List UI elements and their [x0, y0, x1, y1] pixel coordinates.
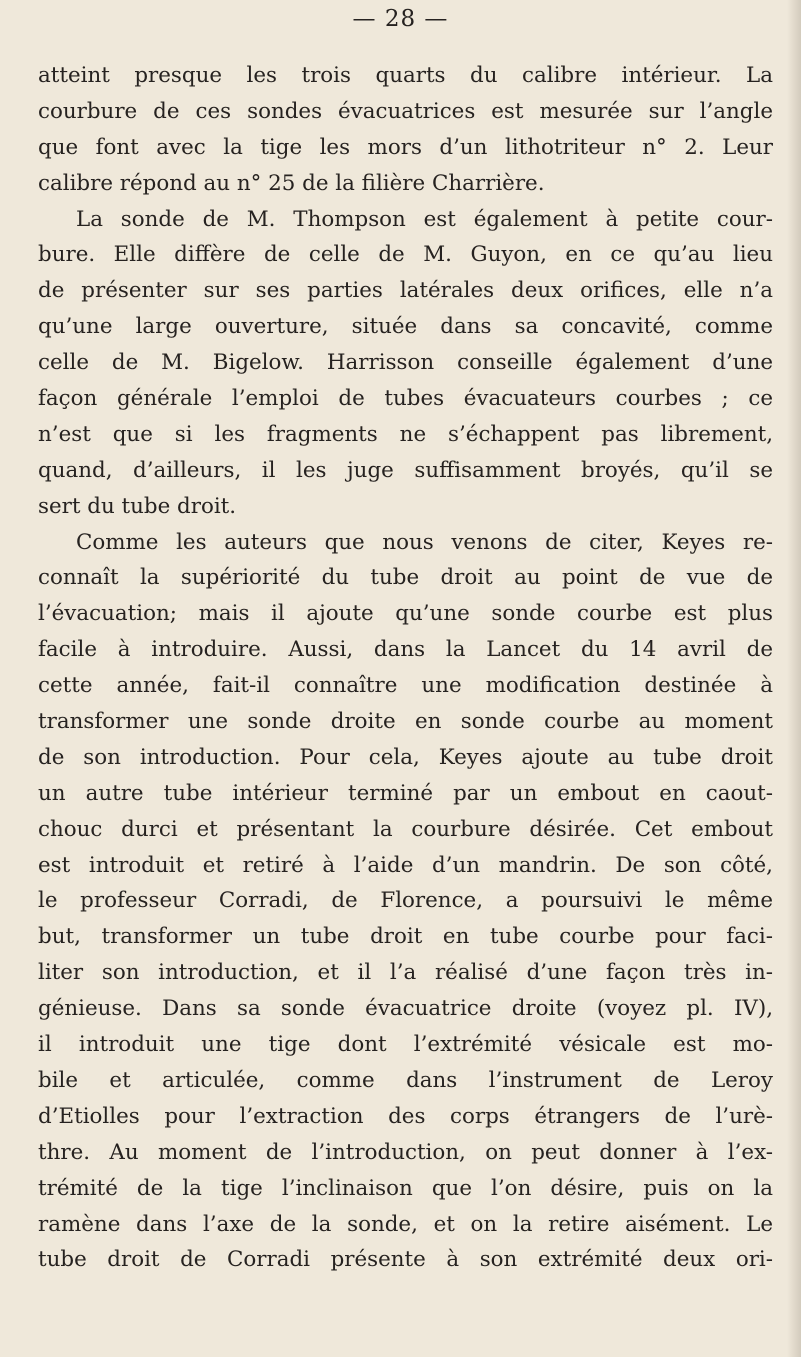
- text-line: d’Etiolles pour l’extraction des corps étrangers de l’urè-: [38, 1103, 773, 1129]
- text-line: celle de M. Bigelow. Harrisson conseille également d’une: [38, 350, 773, 376]
- text-line: de son introduction. Pour cela, Keyes ajoute au tube droit: [38, 744, 773, 770]
- text-line: transformer une sonde droite en sonde courbe au moment: [38, 709, 773, 735]
- text-line: connaît la supériorité du tube droit au point de vue de: [38, 565, 773, 591]
- text-line: que font avec la tige les mors d’un lithotriteur n° 2. Leur: [38, 134, 773, 160]
- text-line: sert du tube droit.: [38, 493, 237, 519]
- text-line: ramène dans l’axe de la sonde, et on la retire aisément. Le: [38, 1211, 773, 1237]
- text-line: bile et articulée, comme dans l’instrument de Leroy: [38, 1067, 773, 1093]
- text-line: trémité de la tige l’inclinaison que l’on désire, puis on la: [38, 1175, 773, 1201]
- text-line: chouc durci et présentant la courbure désirée. Cet embout: [38, 816, 773, 842]
- text-line: cette année, fait-il connaître une modification destinée à: [38, 673, 773, 699]
- text-line: bure. Elle diffère de celle de M. Guyon, en ce qu’au lieu: [38, 242, 773, 268]
- text-line: il introduit une tige dont l’extrémité vésicale est mo-: [38, 1032, 773, 1058]
- page-edge-shadow: [787, 0, 801, 1357]
- page-number: — 28 —: [352, 6, 449, 32]
- text-line: calibre répond au n° 25 de la filière Charrière.: [38, 170, 545, 196]
- text-line: qu’une large ouverture, située dans sa concavité, comme: [38, 314, 773, 340]
- text-line: atteint presque les trois quarts du calibre intérieur. La: [38, 63, 773, 88]
- text-line: but, transformer un tube droit en tube courbe pour faci-: [38, 924, 773, 950]
- text-line: façon générale l’emploi de tubes évacuateurs courbes ; ce: [38, 386, 773, 412]
- text-line: l’évacuation; mais il ajoute qu’une sonde courbe est plus: [38, 601, 773, 627]
- text-line: facile à introduire. Aussi, dans la Lancet du 14 avril de: [38, 637, 773, 663]
- text-line: courbure de ces sondes évacuatrices est mesurée sur l’angle: [38, 98, 773, 124]
- text-line: thre. Au moment de l’introduction, on peut donner à l’ex-: [38, 1139, 773, 1165]
- text-line: un autre tube intérieur terminé par un embout en caout-: [38, 780, 773, 806]
- text-line: tube droit de Corradi présente à son extrémité deux ori-: [38, 1247, 773, 1273]
- text-line: quand, d’ailleurs, il les juge suffisamment broyés, qu’il se: [38, 457, 773, 483]
- text-line: de présenter sur ses parties latérales deux orifices, elle n’a: [38, 278, 773, 304]
- text-line: le professeur Corradi, de Florence, a poursuivi le même: [38, 888, 773, 914]
- body-text: [38, 58, 773, 1278]
- paragraph-start-line: Comme les auteurs que nous venons de citer, Keyes re-: [76, 529, 773, 555]
- text-line: n’est que si les fragments ne s’échappent pas librement,: [38, 421, 773, 447]
- text-line: est introduit et retiré à l’aide d’un mandrin. De son côté,: [38, 852, 773, 878]
- text-line: génieuse. Dans sa sonde évacuatrice droite (voyez pl. IV),: [38, 996, 773, 1022]
- paragraph-start-line: La sonde de M. Thompson est également à petite cour-: [76, 206, 773, 232]
- text-line: liter son introduction, et il l’a réalisé d’une façon très in-: [38, 960, 773, 986]
